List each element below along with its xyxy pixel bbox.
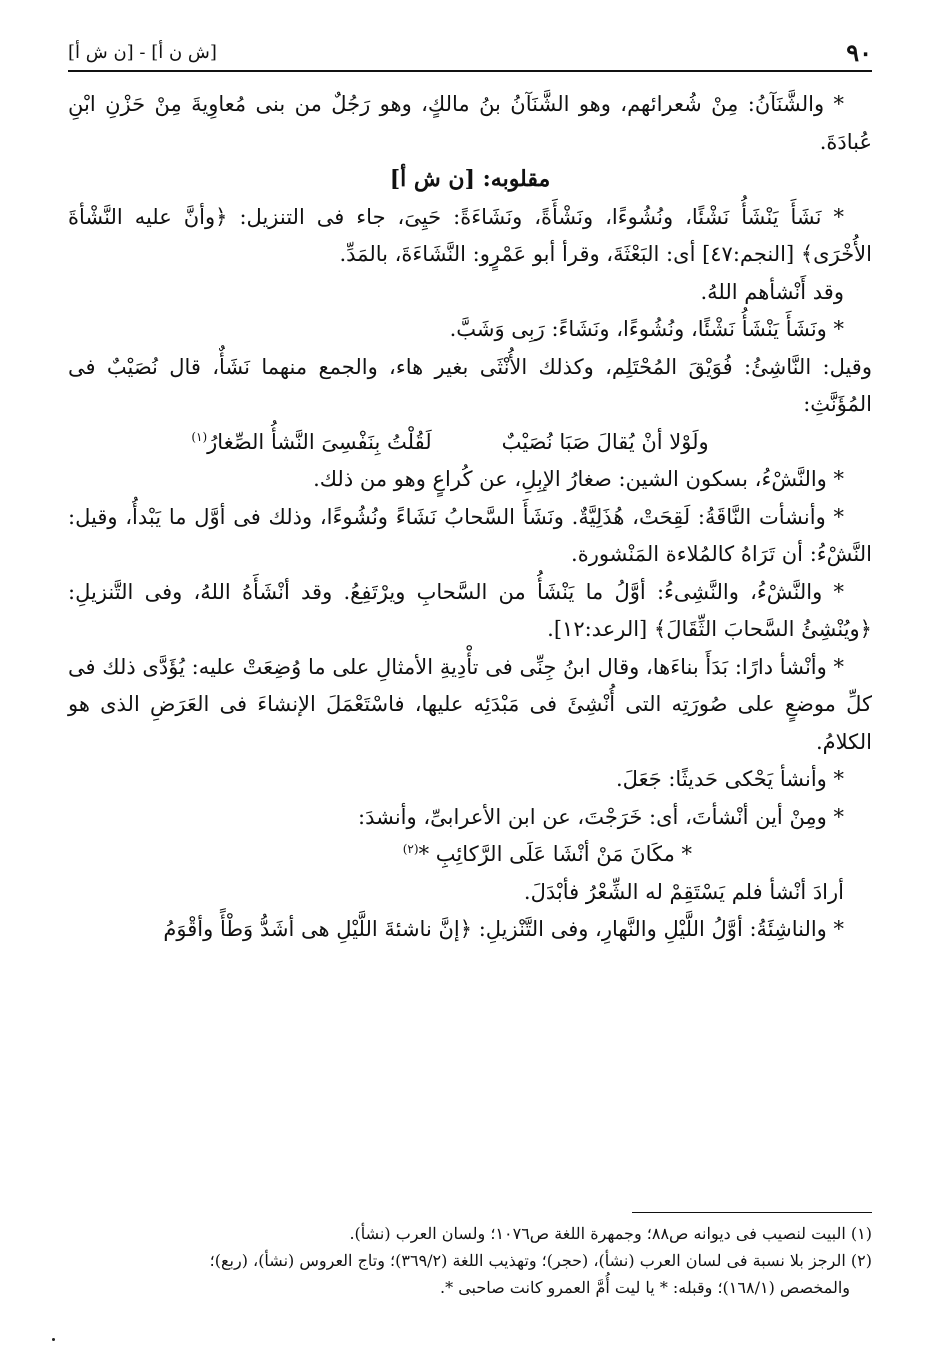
running-head: [ش ن أ] - [ن ش أ] (68, 41, 217, 63)
page-header (68, 34, 872, 72)
paragraph-nashia: * والناشِئَةُ: أوَّلُ اللَّيْلِ والنَّهارِ، وفى التَّنْزيلِ: ﴿إنَّ ناشئةَ اللَّيْلِ هى أشَدُّ وَطْأً وأقْوَمُ (163, 917, 844, 941)
footnote-2: (٢) الرجز بلا نسبة فى لسان العرب (نشأ)، (حجر)؛ وتهذيب اللغة (٣٦٩/٢)؛ وتاج العروس (نشأ)، (ربع)؛ (209, 1251, 872, 1270)
footnote-ref-1: (١) (191, 429, 208, 444)
paragraph-nashi: وقيل: النَّاشِئُ: فُوَيْقَ المُحْتَلِم، وكذلك الأُنْثَى بغير هاء، والجمع منهما نَشَأٌ، قال نُصَيْبٌ فى المُؤَنَّثِ: (68, 354, 872, 416)
paragraph-sahab: * والنَّشْءُ، والنَّشِىءُ: أوَّلُ ما يَنْشَأُ من السَّحابِ ويرْتَفِعُ. وقد أنْشَأَهُ اللهُ، وفى التَّنزيلِ: ﴿ويُنْشِئُ السَّحابَ الثِّقَالَ﴾ [الرعد:١٢]. (68, 579, 872, 641)
paragraph-naqa: * وأنشأت النَّاقَةُ: لَقِحَتْ، هُذَلِيَّةٌ. ونَشَأَ السَّحابُ نَشَاءً ونُشُوءًا، وذلك فى أوَّل ما يَبْدأُ، وقيل: النَّشْءُ: أن تَرَاهُ كالمُلاءة المَنْشورة. (68, 504, 872, 566)
main-text (68, 86, 872, 949)
paragraph-shanaan: * والشَّنَآنُ: مِنْ شُعرائهم، وهو الشَّنَآنُ بنُ مالكٍ، وهو رَجُلٌ من بنى مُعاوِيةَ مِنْ حَزْنِ ابْنِ عُبادَةَ. (68, 92, 872, 154)
page-number: ٩٠ (846, 37, 872, 67)
verse-first-hemistich: ولَوْلا أنْ يُقالَ صَبَا نُصَيْبٌ (501, 429, 709, 454)
scan-speck (52, 1338, 55, 1341)
footnote-2-continued: والمخصص (١٦٨/١)؛ وقبله: * يا ليت أُمَّ العمرو كانت صاحبى *. (440, 1278, 850, 1297)
footnote-divider (632, 1212, 872, 1213)
paragraph-anshaahum: وقد أَنْشأهم اللهُ. (700, 279, 844, 304)
footnote-1: (١) البيت لنصيب فى ديوانه ص٨٨؛ وجمهرة اللغة ص١٠٧٦؛ ولسان العرب (نشأ). (349, 1224, 872, 1243)
section-heading: مقلوبه: [ن ش أ] (389, 166, 551, 192)
footnotes (68, 1220, 872, 1301)
paragraph-yahki: * وأنشأ يَحْكى حَديثًا: جَعَلَ. (615, 767, 844, 791)
poetry-verse (68, 424, 872, 462)
paragraph-nasha: * نَشَأَ يَنْشَأُ نَشْئًا، ونُشُوءًا، ونَشْأَةً، ونَشَاءَةً: حَيِىَ، جاء فى التنزيل: ﴿وأنَّ عليه النَّشْأةَ الأُخْرَى﴾ [النجم:٤٧] أى: البَعْثَةَ، وقرأ أبو عَمْرٍو: النَّشَاءَةَ، بالمَدِّ. (68, 204, 872, 266)
paragraph-dar: * وأنْشأ دارًا: بَدَأَ بناءَها، وقال ابنُ جِنِّى فى تأْدِيةِ الأمثالِ على ما وُضِعَتْ عليه: يُؤَدَّى ذلك فى كلِّ موضعٍ على صُورَتِه التى أُنْشِئَ فى مَبْدَئِه عليها، فاسْتَعْمَلَ الإنشاءَ فى العَرَضِ الذى هو الكلامُ. (68, 654, 872, 754)
rajaz-line (68, 836, 872, 874)
paragraph-rabiya: * ونَشَأَ يَنْشَأُ نَشْئًا، ونُشُوءًا، ونَشَاءً: رَبِى وَشَبَّ. (449, 317, 844, 341)
paragraph-ayna: * ومِنْ أين أنْشأتَ، أى: خَرَجْتَ، عن ابن الأعرابىِّ، وأنشدَ: (358, 804, 844, 829)
paragraph-nash: * والنَّشْءُ، بسكون الشين: صغارُ الإبِلِ، عن كُراعٍ وهو من ذلك. (313, 467, 844, 491)
verse-second-text: لَقُلْتُ بِنَفْسِىَ النَّشأُ الصِّغارُ (207, 429, 432, 454)
verse-second-hemistich (191, 424, 431, 462)
rajaz-text: * مكَانَ مَنْ أنْشَا عَلَى الرَّكائِبِ * (418, 842, 692, 866)
paragraph-arada: أرادَ أنْشأ فلم يَسْتَقِمْ له الشِّعْرُ فأبْدَلَ. (523, 879, 844, 904)
footnote-ref-2: (٢) (402, 842, 419, 856)
